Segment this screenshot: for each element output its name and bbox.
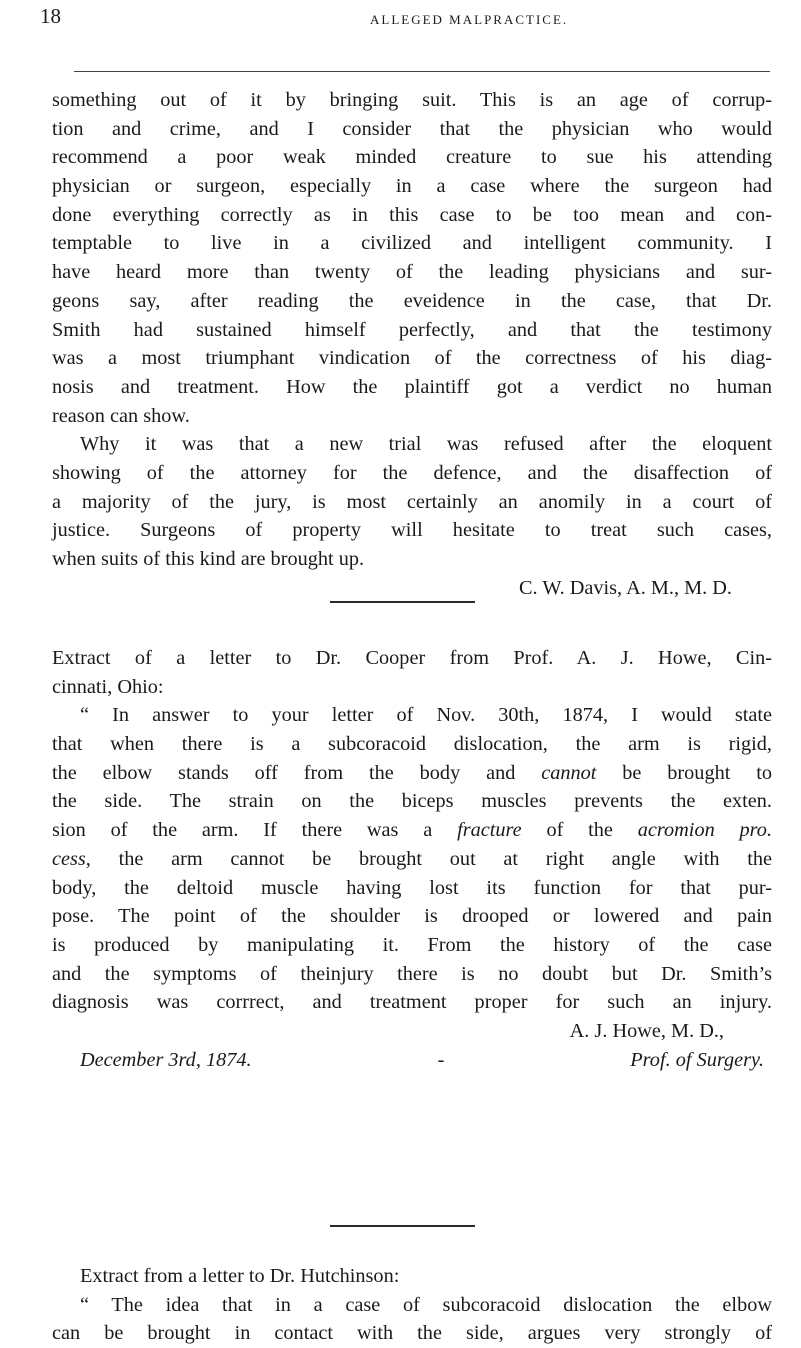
text-run: the elbow stands off from the body and bbox=[52, 761, 542, 784]
text-line bbox=[52, 845, 772, 874]
text-line: Why it was that a new trial was refused after the eloquent bbox=[80, 433, 772, 456]
emphasis-cess: cess bbox=[52, 847, 86, 870]
emphasis-acromion: acromion pro. bbox=[637, 819, 773, 842]
emphasis-fracture: fracture bbox=[457, 819, 522, 842]
text-line: was a most triumphant vindication of the correctness of his diag- bbox=[52, 347, 772, 370]
signature-howe: A. J. Howe, M. D., bbox=[569, 1019, 724, 1042]
text-line: tion and crime, and I consider that the physician who would bbox=[52, 117, 772, 140]
page-number: 18 bbox=[40, 4, 61, 28]
text-line: Smith had sustained himself perfectly, and that the testimony bbox=[52, 318, 772, 341]
text-line: geons say, after reading the eveidence in the case, that Dr. bbox=[52, 289, 772, 312]
text-run: of the bbox=[521, 819, 638, 842]
text-line: cinnati, Ohio: bbox=[52, 675, 164, 698]
text-line: recommend a poor weak minded creature to sue his attending bbox=[52, 146, 772, 169]
text-line: something out of it by bringing suit. This is an age of corrup- bbox=[52, 89, 772, 111]
text-line: that when there is a subcoracoid dislocation, the arm is rigid, bbox=[52, 733, 772, 756]
letter-hutchinson-body bbox=[52, 1262, 772, 1348]
text-line: and the symptoms of theinjury there is no doubt but Dr. Smith’s bbox=[52, 962, 772, 985]
letter-davis-body bbox=[52, 86, 772, 602]
text-line: when suits of this kind are brought up. bbox=[52, 548, 365, 570]
section-divider bbox=[330, 601, 475, 603]
running-head: ALLEGED MALPRACTICE. bbox=[370, 12, 569, 27]
text-line: body, the deltoid muscle having lost its function for that pur- bbox=[52, 876, 772, 899]
text-line: done everything correctly as in this case to be too mean and con- bbox=[52, 203, 772, 226]
header-rule bbox=[74, 71, 770, 72]
text-line: can be brought in contact with the side, argues very strongly of bbox=[52, 1322, 772, 1345]
text-line: justice. Surgeons of property will hesitate to treat such cases, bbox=[52, 519, 772, 542]
text-run: sion of the arm. If there was a bbox=[52, 819, 458, 842]
emphasis-cannot: cannot bbox=[541, 761, 597, 784]
dash-mark: - bbox=[437, 1048, 445, 1071]
text-line: is produced by manipulating it. From the history of the case bbox=[52, 933, 772, 956]
date-title-line bbox=[52, 1046, 772, 1075]
text-line: physician or surgeon, especially in a case where the surgeon had bbox=[52, 175, 772, 198]
text-line: have heard more than twenty of the leading physicians and sur- bbox=[52, 261, 772, 284]
text-line: reason can show. bbox=[52, 404, 190, 427]
text-line: Extract from a letter to Dr. Hutchinson: bbox=[80, 1265, 400, 1287]
text-line: showing of the attorney for the defence, and the disaffection of bbox=[52, 461, 772, 484]
section-divider bbox=[330, 1225, 475, 1227]
text-line bbox=[52, 816, 772, 845]
text-line: Extract of a letter to Dr. Cooper from Prof. A. J. Howe, Cin- bbox=[52, 647, 772, 669]
page-header bbox=[30, 2, 770, 32]
text-line: “ In answer to your letter of Nov. 30th, 1874, I would state bbox=[80, 704, 772, 727]
text-line: pose. The point of the shoulder is drooped or lowered and pain bbox=[52, 905, 772, 928]
text-line: temptable to live in a civilized and intelligent community. I bbox=[52, 232, 772, 255]
text-run: , the arm cannot be brought out at right angle with the bbox=[85, 847, 772, 870]
text-run: be brought to bbox=[596, 761, 772, 784]
text-line: a majority of the jury, is most certainly an anomily in a court of bbox=[52, 490, 772, 513]
letter-date: December 3rd, 1874. bbox=[80, 1048, 252, 1071]
text-line: the side. The strain on the biceps muscles prevents the exten. bbox=[52, 790, 772, 813]
letter-howe-body bbox=[52, 644, 772, 1074]
text-line: diagnosis was corrrect, and treatment proper for such an injury. bbox=[52, 991, 772, 1014]
text-line: “ The idea that in a case of subcoracoid dislocation the elbow bbox=[80, 1293, 772, 1316]
signature-davis: C. W. Davis, A. M., M. D. bbox=[519, 576, 732, 599]
text-line: nosis and treatment. How the plaintiff got a verdict no human bbox=[52, 375, 772, 398]
author-title: Prof. of Surgery. bbox=[630, 1048, 764, 1071]
text-line bbox=[52, 759, 772, 788]
